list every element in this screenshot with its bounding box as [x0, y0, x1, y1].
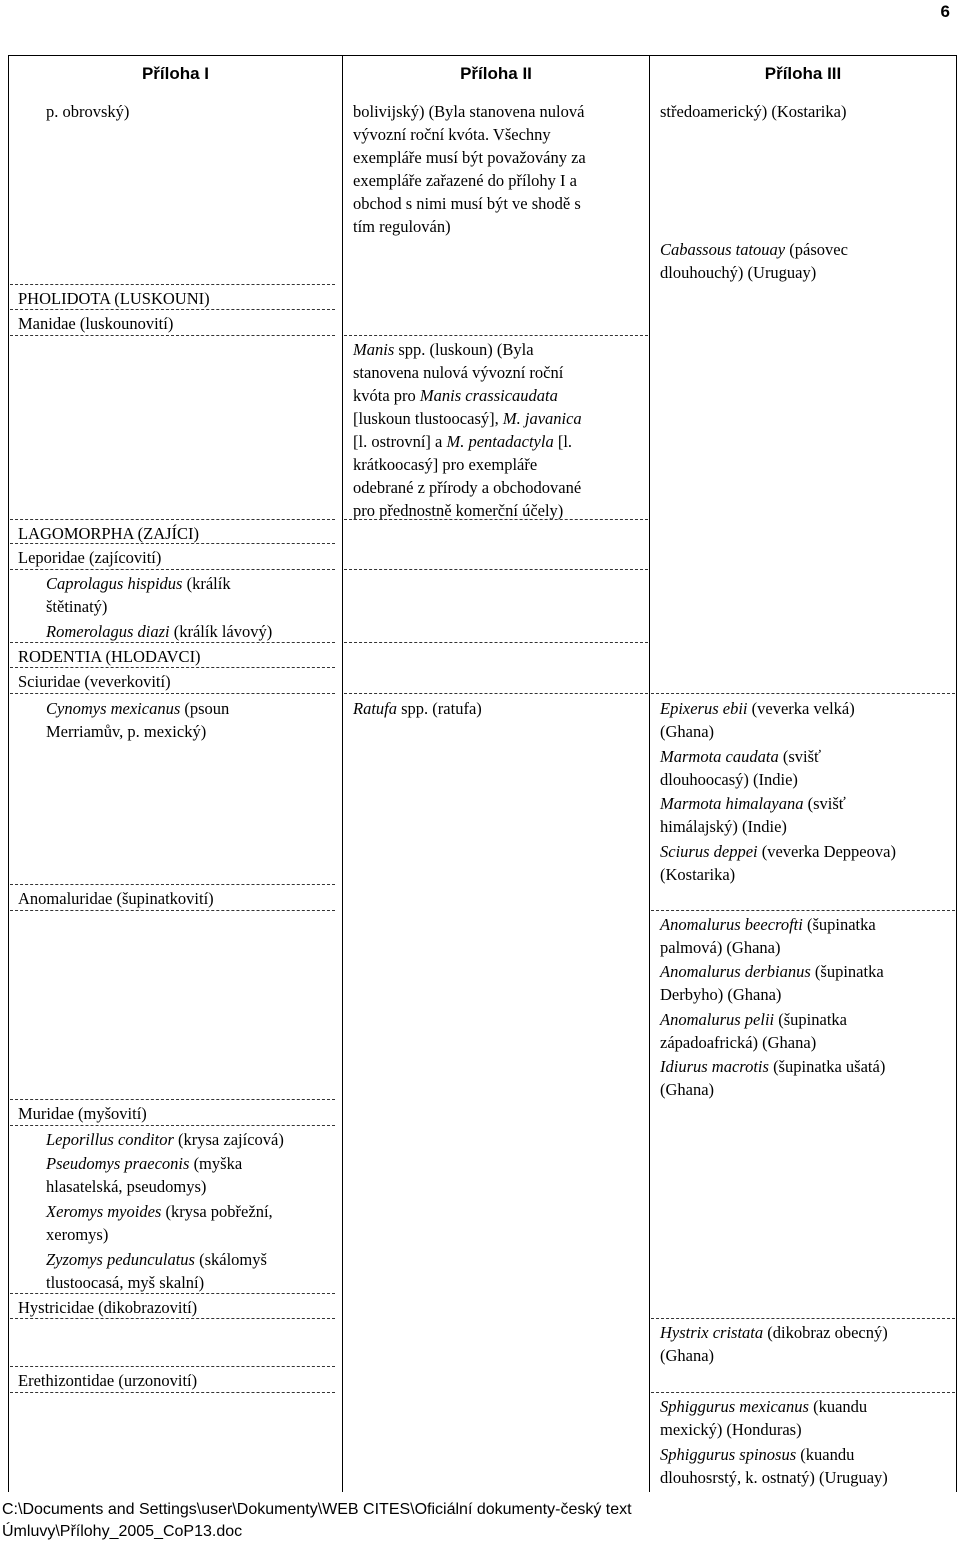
- header-appendix-3: Příloha III: [764, 64, 842, 83]
- col3-text-line: Derbyho) (Ghana): [660, 985, 782, 1004]
- row-separator: [10, 569, 335, 570]
- row-separator: [10, 1392, 335, 1393]
- col2-text-line: kvóta pro Manis crassicaudata: [353, 386, 558, 405]
- col2-text-line: bolivijský) (Byla stanovena nulová: [353, 102, 585, 121]
- col3-text-line: Anomalurus pelii (šupinatka: [660, 1010, 847, 1029]
- row-separator: [10, 884, 335, 885]
- col2-text-line: [luskoun tlustoocasý], M. javanica: [353, 409, 582, 428]
- col3-text-line: (Kostarika): [660, 865, 736, 884]
- col2-text-line: pro přednostně komerční účely): [353, 501, 564, 520]
- col1-text-line: Caprolagus hispidus (králík: [46, 574, 231, 593]
- footer-path: [2, 1499, 632, 1543]
- col3-text-line: západoafrická) (Ghana): [660, 1033, 817, 1052]
- col3-text-line: Idiurus macrotis (šupinatka ušatá): [660, 1057, 886, 1076]
- header-appendix-2: Příloha II: [460, 64, 532, 83]
- col1-text-line: Cynomys mexicanus (psoun: [46, 699, 230, 718]
- row-separator: [651, 1318, 955, 1319]
- col1-text-line: Merriamův, p. mexický): [46, 722, 207, 741]
- col1-text-line: Pseudomys praeconis (myška: [46, 1154, 243, 1173]
- row-separator: [344, 642, 648, 643]
- row-separator: [10, 1293, 335, 1294]
- row-separator: [10, 1099, 335, 1100]
- col2-text-line: [l. ostrovní] a M. pentadactyla [l.: [353, 432, 573, 451]
- row-separator: [10, 1366, 335, 1367]
- row-separator: [651, 693, 955, 694]
- row-separator: [10, 693, 335, 694]
- col1-text-line: Sciuridae (veverkovití): [18, 672, 171, 691]
- col1-text-line: hlasatelská, pseudomys): [46, 1177, 207, 1196]
- column-divider: [342, 55, 343, 1492]
- col3-text-line: (Ghana): [660, 722, 715, 741]
- col3-text-line: dlouhouchý) (Uruguay): [660, 263, 817, 282]
- row-separator: [10, 543, 335, 544]
- col1-text-line: RODENTIA (HLODAVCI): [18, 647, 201, 666]
- col3-text-line: dlouhoocasý) (Indie): [660, 770, 798, 789]
- col1-text-line: PHOLIDOTA (LUSKOUNI): [18, 289, 210, 308]
- col2-text-line: Ratufa spp. (ratufa): [353, 699, 482, 718]
- footer-line: C:\Documents and Settings\user\Dokumenty\WEB CITES\Oficiální dokumenty-český text: [2, 1501, 632, 1518]
- row-separator: [10, 309, 335, 310]
- row-separator: [10, 642, 335, 643]
- col3-text-line: Anomalurus derbianus (šupinatka: [660, 962, 884, 981]
- col3-text-line: (Ghana): [660, 1080, 715, 1099]
- col3-text-line: středoamerický) (Kostarika): [660, 102, 847, 121]
- col3-text-line: dlouhosrstý, k. ostnatý) (Uruguay): [660, 1468, 888, 1487]
- col3-text-line: Sphiggurus spinosus (kuandu: [660, 1445, 855, 1464]
- col1-text-line: Leporidae (zajícovití): [18, 548, 162, 567]
- col1-text-line: p. obrovský): [46, 102, 130, 121]
- col3-text-line: himálajský) (Indie): [660, 817, 787, 836]
- header-appendix-1: Příloha I: [141, 64, 210, 83]
- col2-text-line: stanovena nulová vývozní roční: [353, 363, 564, 382]
- col2-text-line: vývozní roční kvóta. Všechny: [353, 125, 551, 144]
- col1-text-line: tlustoocasá, myš skalní): [46, 1273, 205, 1292]
- col3-text-line: Sphiggurus mexicanus (kuandu: [660, 1397, 868, 1416]
- col1-text-line: Erethizontidae (urzonovití): [18, 1371, 198, 1390]
- col3-text-line: Hystrix cristata (dikobraz obecný): [660, 1323, 888, 1342]
- col2-text-line: tím regulován): [353, 217, 451, 236]
- col3-text-line: palmová) (Ghana): [660, 938, 781, 957]
- col1-text-line: štětinatý): [46, 597, 108, 616]
- col1-text-line: Manidae (luskounovití): [18, 314, 174, 333]
- row-separator: [10, 519, 335, 520]
- col1-text-line: Romerolagus diazi (králík lávový): [46, 622, 273, 641]
- row-separator: [10, 1318, 335, 1319]
- col3-text-line: mexický) (Honduras): [660, 1420, 802, 1439]
- row-separator: [10, 910, 335, 911]
- col3-text-line: (Ghana): [660, 1346, 715, 1365]
- col2-text-line: krátkoocasý] pro exempláře: [353, 455, 538, 474]
- page-number: 6: [940, 2, 950, 21]
- footer-line: Úmluvy\Přílohy_2005_CoP13.doc: [2, 1523, 243, 1540]
- row-separator: [344, 569, 648, 570]
- col3-text-line: Anomalurus beecrofti (šupinatka: [660, 915, 876, 934]
- col2-text-line: odebrané z přírody a obchodované: [353, 478, 582, 497]
- row-separator: [10, 1125, 335, 1126]
- col1-text-line: Zyzomys pedunculatus (skálomyš: [46, 1250, 267, 1269]
- row-separator: [344, 519, 648, 520]
- col2-text-line: Manis spp. (luskoun) (Byla: [353, 340, 534, 359]
- col3-text-line: Cabassous tatouay (pásovec: [660, 240, 848, 259]
- row-separator: [10, 335, 335, 336]
- col2-text-line: exempláře musí být považovány za: [353, 148, 586, 167]
- col1-text-line: Muridae (myšovití): [18, 1104, 147, 1123]
- col1-text-line: Leporillus conditor (krysa zajícová): [46, 1130, 284, 1149]
- col3-text-line: Sciurus deppei (veverka Deppeova): [660, 842, 896, 861]
- row-separator: [651, 1392, 955, 1393]
- row-separator: [10, 667, 335, 668]
- col1-text-line: Xeromys myoides (krysa pobřežní,: [46, 1202, 273, 1221]
- row-separator: [344, 335, 648, 336]
- col2-text-line: obchod s nimi musí být ve shodě s: [353, 194, 581, 213]
- col3-text-line: Marmota caudata (svišť: [660, 747, 822, 766]
- row-separator: [651, 910, 955, 911]
- column-divider: [649, 55, 650, 1492]
- col3-text-line: Epixerus ebii (veverka velká): [660, 699, 855, 718]
- row-separator: [344, 693, 648, 694]
- col1-text-line: Hystricidae (dikobrazovití): [18, 1298, 198, 1317]
- col1-text-line: xeromys): [46, 1225, 109, 1244]
- col1-text-line: LAGOMORPHA (ZAJÍCI): [18, 524, 200, 543]
- col2-text-line: exempláře zařazené do přílohy I a: [353, 171, 577, 190]
- col3-text-line: Marmota himalayana (svišť: [660, 794, 846, 813]
- col1-text-line: Anomaluridae (šupinatkovití): [18, 889, 214, 908]
- row-separator: [10, 284, 335, 285]
